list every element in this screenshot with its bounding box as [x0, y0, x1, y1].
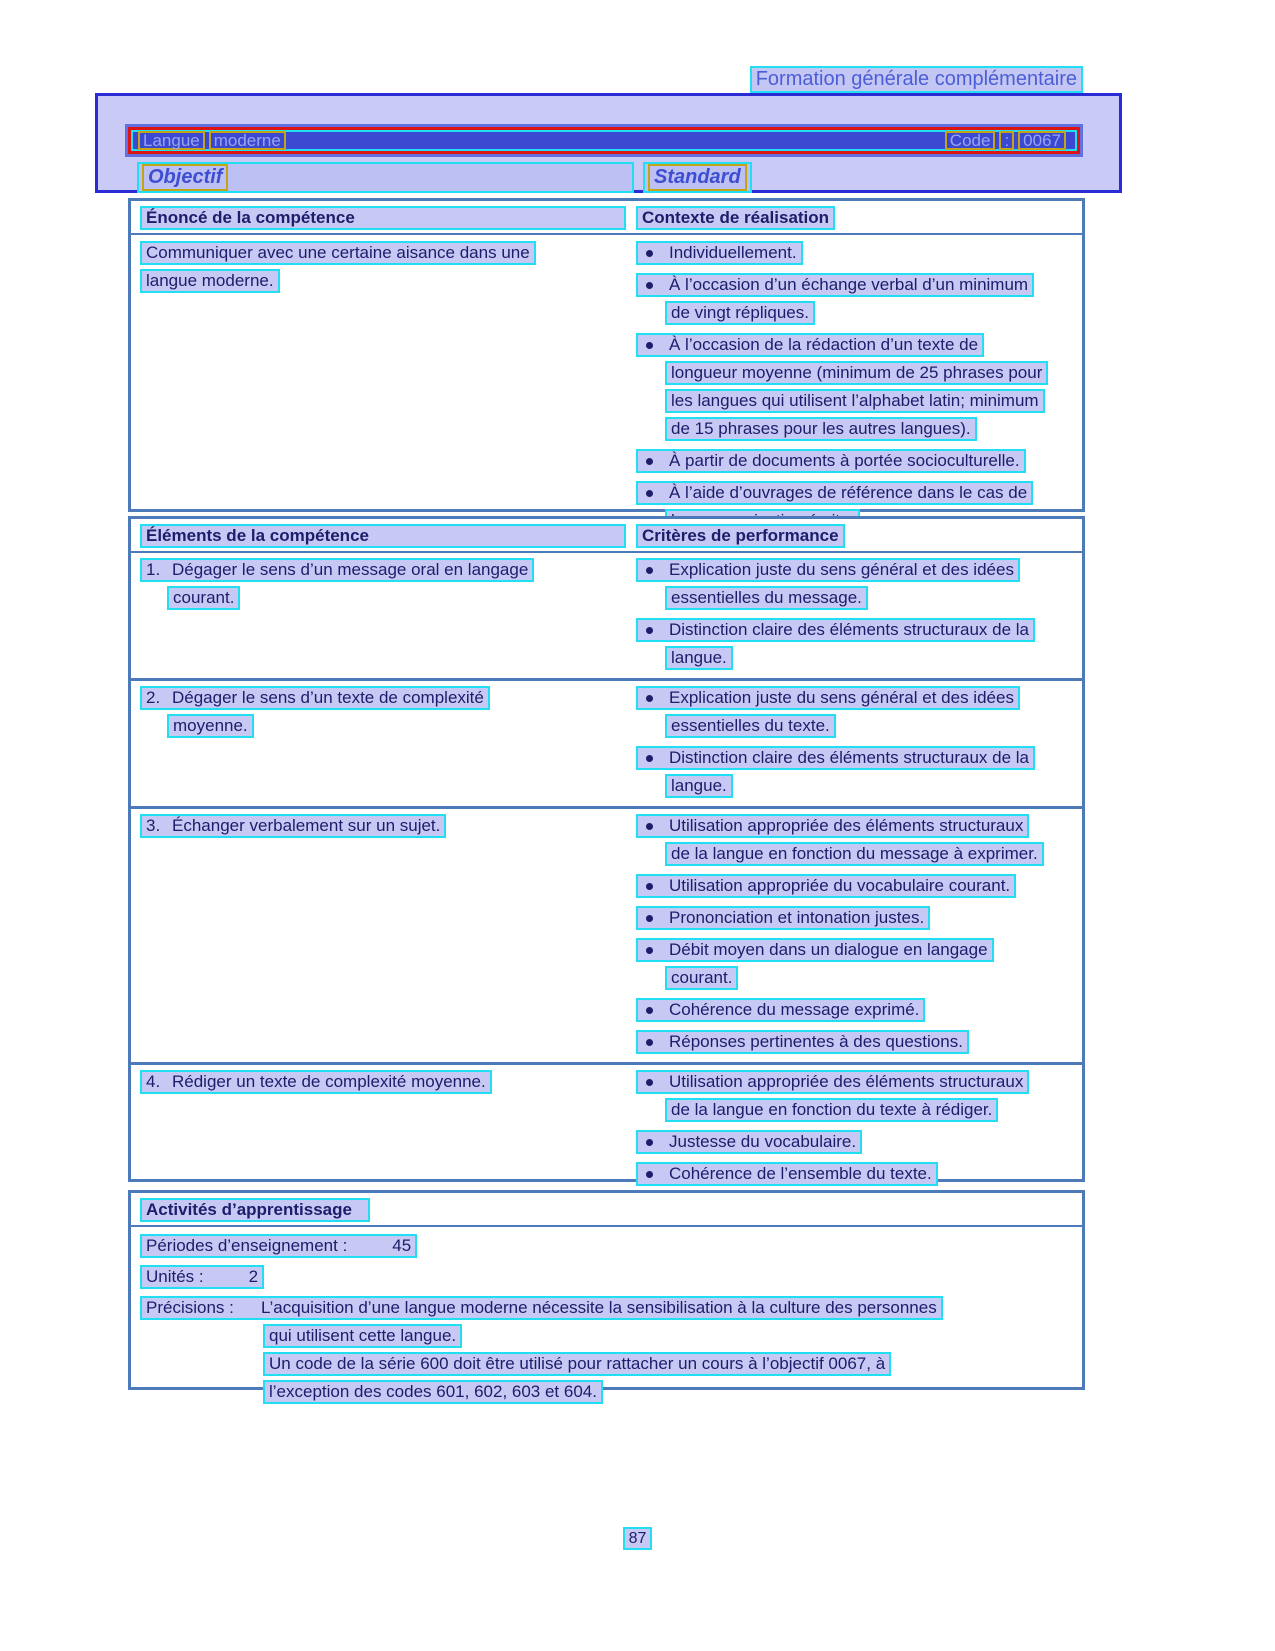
- bullet-text-line: [636, 906, 1082, 930]
- precisions-label: Précisions :: [146, 1298, 234, 1317]
- statement-line-box: Communiquer avec une certaine aisance dans une: [140, 241, 536, 265]
- bullet-group: [636, 814, 1082, 866]
- bullet-text: Individuellement.: [669, 243, 797, 262]
- bullet-line-box: [636, 481, 1033, 505]
- bullet-text-line: [636, 874, 1082, 898]
- precisions-line: [140, 1324, 1082, 1348]
- course-title-word: Langue: [138, 131, 205, 150]
- statement-line: [140, 269, 636, 293]
- item-text-line: [140, 714, 636, 738]
- bullet-line-box: [636, 241, 803, 265]
- bullet-text: Justesse du vocabulaire.: [669, 1132, 857, 1151]
- item-number: 1.: [146, 560, 161, 579]
- bullet-text-line: [636, 301, 1082, 325]
- bullet-group: [636, 241, 1082, 265]
- periodes-line-box: [140, 1234, 417, 1258]
- activites-body: [131, 1227, 1082, 1404]
- item-line-box: [140, 814, 446, 838]
- item-text-line: [140, 586, 636, 610]
- bullet-dot: [646, 282, 653, 289]
- item-continuation-box: moyenne.: [167, 714, 254, 738]
- bullet-text-line: [636, 389, 1082, 413]
- standard-label: Standard: [648, 164, 747, 191]
- unites-line-box: [140, 1265, 264, 1289]
- bullet-group: [636, 998, 1082, 1022]
- bullet-text-line: [636, 481, 1082, 505]
- bullet-continuation-box: de la langue en fonction du texte à rédiger.: [665, 1098, 998, 1122]
- bullet-line-box: [636, 814, 1029, 838]
- bullet-text-line: [636, 417, 1082, 441]
- periodes-value: 45: [392, 1236, 412, 1255]
- item-text-line: [140, 814, 636, 838]
- bullet-text: Débit moyen dans un dialogue en langage: [669, 940, 988, 959]
- bullet-dot: [646, 1007, 653, 1014]
- bullet-group: [636, 618, 1082, 670]
- unites-field: [140, 1265, 1082, 1289]
- bullet-dot: [646, 883, 653, 890]
- bullet-group: [636, 746, 1082, 798]
- criteres-cell: [636, 686, 1082, 806]
- bullet-text-line: [636, 361, 1082, 385]
- bullet-continuation-box: langue.: [665, 774, 733, 798]
- bullet-line-box: [636, 1162, 938, 1186]
- context-bullet-list: [636, 241, 1082, 541]
- course-title-word: moderne: [209, 131, 286, 150]
- bullet-line-box: [636, 746, 1035, 770]
- objectif-strip: [137, 162, 634, 193]
- bullet-continuation-box: langue.: [665, 646, 733, 670]
- item-text: Dégager le sens d’un message oral en langage: [172, 560, 529, 579]
- bullet-text-line: [636, 814, 1082, 838]
- bullet-text-line: [636, 686, 1082, 710]
- statement-line: [140, 241, 636, 265]
- bullet-text-line: [636, 333, 1082, 357]
- bullet-continuation-box: courant.: [665, 966, 738, 990]
- activites-table: [128, 1190, 1085, 1401]
- bullet-text-line: [636, 646, 1082, 670]
- course-banner-line-box: [131, 130, 1077, 151]
- bullet-text: Prononciation et intonation justes.: [669, 908, 925, 927]
- periodes-label: Périodes d’enseignement :: [146, 1236, 348, 1255]
- bullet-dot: [646, 947, 653, 954]
- table2-right-header-cell: [636, 524, 1082, 548]
- objectif-label: Objectif: [142, 164, 228, 191]
- element-item: [140, 686, 636, 738]
- bullet-group: [636, 1162, 1082, 1186]
- course-code-word: Code: [945, 131, 996, 150]
- elements-criteres-table: [128, 516, 1085, 1182]
- bullet-line-box: [636, 618, 1035, 642]
- table2-rows: [131, 553, 1082, 1254]
- bullet-text-line: [636, 1030, 1082, 1054]
- item-line-box: [140, 686, 490, 710]
- item-text: Dégager le sens d’un texte de complexité: [172, 688, 484, 707]
- bullet-continuation-box: essentielles du texte.: [665, 714, 836, 738]
- element-cell: [140, 558, 636, 678]
- bullet-text: Utilisation appropriée du vocabulaire courant.: [669, 876, 1011, 895]
- precisions-line-box: [140, 1296, 943, 1320]
- table2-left-header-cell: [140, 524, 636, 548]
- bullet-group: [636, 938, 1082, 990]
- bullet-text-line: [636, 746, 1082, 770]
- objective-panel: [95, 93, 1122, 193]
- bullet-text-line: [636, 1162, 1082, 1186]
- element-item: [140, 1070, 636, 1094]
- bullet-text: À l’occasion de la rédaction d’un texte de: [669, 335, 979, 354]
- precisions-continuation: l’exception des codes 601, 602, 603 et 604.: [263, 1380, 603, 1404]
- competence-row: [131, 809, 1082, 1065]
- criteres-cell: [636, 558, 1082, 678]
- bullet-group: [636, 874, 1082, 898]
- bullet-text-line: [636, 842, 1082, 866]
- page-number-text: 87: [623, 1527, 653, 1550]
- bullet-text-line: [636, 714, 1082, 738]
- element-cell: [140, 686, 636, 806]
- course-banner: [128, 127, 1080, 154]
- item-number: 4.: [146, 1072, 161, 1091]
- table1-left-header-cell: [140, 206, 636, 230]
- bullet-dot: [646, 342, 653, 349]
- precisions-text: L’acquisition d’une langue moderne nécessite la sensibilisation à la culture des personnes: [261, 1298, 937, 1317]
- bullet-dot: [646, 250, 653, 257]
- bullet-text-line: [636, 966, 1082, 990]
- bullet-dot: [646, 1039, 653, 1046]
- precisions-line: [140, 1380, 1082, 1404]
- item-text: Échanger verbalement sur un sujet.: [172, 816, 441, 835]
- competence-context-table: [128, 198, 1085, 512]
- element-item: [140, 558, 636, 610]
- item-text-line: [140, 558, 636, 582]
- precisions-line: [140, 1352, 1082, 1376]
- bullet-continuation-box: de 15 phrases pour les autres langues).: [665, 417, 977, 441]
- bullet-text-line: [636, 273, 1082, 297]
- precisions-field: [140, 1296, 1082, 1404]
- course-code-word: :: [999, 131, 1014, 150]
- precisions-continuation: qui utilisent cette langue.: [263, 1324, 462, 1348]
- bullet-line-box: [636, 998, 925, 1022]
- precisions-line: [140, 1296, 1082, 1320]
- bullet-text: Cohérence de l’ensemble du texte.: [669, 1164, 932, 1183]
- bullet-line-box: [636, 333, 984, 357]
- competence-row: [131, 681, 1082, 809]
- bullet-text: Utilisation appropriée des éléments structuraux: [669, 816, 1024, 835]
- bullet-text-line: [636, 618, 1082, 642]
- bullet-line-box: [636, 874, 1016, 898]
- item-text-line: [140, 1070, 636, 1094]
- bullet-text: Distinction claire des éléments structuraux de la: [669, 620, 1029, 639]
- bullet-continuation-box: de vingt répliques.: [665, 301, 815, 325]
- precisions-continuation: Un code de la série 600 doit être utilisé pour rattacher un cours à l’objectif 0067, à: [263, 1352, 891, 1376]
- bullet-group: [636, 1130, 1082, 1154]
- bullet-dot: [646, 1079, 653, 1086]
- bullet-dot: [646, 1139, 653, 1146]
- bullet-continuation-box: de la langue en fonction du message à exprimer.: [665, 842, 1044, 866]
- bullet-text: Cohérence du message exprimé.: [669, 1000, 920, 1019]
- table1-header-row: [131, 201, 1082, 235]
- bullet-text-line: [636, 586, 1082, 610]
- bullet-dot: [646, 458, 653, 465]
- course-code-word: 0067: [1018, 131, 1066, 150]
- bullet-line-box: [636, 1030, 969, 1054]
- criteres-header: Critères de performance: [636, 524, 845, 548]
- item-text-line: [140, 686, 636, 710]
- table2-header-row: [131, 519, 1082, 553]
- table1-body-row: [131, 235, 1082, 541]
- page-number: [0, 1527, 1275, 1550]
- running-title-text: Formation générale complémentaire: [750, 66, 1083, 93]
- objective-standard-row: [137, 162, 752, 193]
- table1-right-header-cell: [636, 206, 1082, 230]
- item-line-box: [140, 558, 534, 582]
- bullet-line-box: [636, 906, 930, 930]
- bullet-dot: [646, 695, 653, 702]
- bullet-group: [636, 558, 1082, 610]
- bullet-text: Explication juste du sens général et des idées: [669, 688, 1014, 707]
- bullet-dot: [646, 823, 653, 830]
- running-title: [750, 66, 1083, 93]
- bullet-dot: [646, 915, 653, 922]
- bullet-group: [636, 906, 1082, 930]
- bullet-dot: [646, 567, 653, 574]
- bullet-text-line: [636, 1130, 1082, 1154]
- bullet-line-box: [636, 686, 1020, 710]
- bullet-text-line: [636, 774, 1082, 798]
- unites-value: 2: [248, 1267, 259, 1286]
- bullet-text-line: [636, 1070, 1082, 1094]
- item-number: 3.: [146, 816, 161, 835]
- bullet-dot: [646, 1171, 653, 1178]
- unites-label: Unités :: [146, 1267, 204, 1286]
- periodes-field: [140, 1234, 1082, 1258]
- bullet-group: [636, 1030, 1082, 1054]
- activites-header-row: [131, 1193, 1082, 1227]
- elements-header: Éléments de la compétence: [140, 524, 626, 548]
- bullet-text: Distinction claire des éléments structuraux de la: [669, 748, 1029, 767]
- bullet-line-box: [636, 938, 994, 962]
- item-text: Rédiger un texte de complexité moyenne.: [172, 1072, 486, 1091]
- bullet-group: [636, 449, 1082, 473]
- item-number: 2.: [146, 688, 161, 707]
- bullet-group: [636, 1070, 1082, 1122]
- standard-strip: [643, 162, 752, 193]
- bullet-line-box: [636, 273, 1034, 297]
- bullet-text: Utilisation appropriée des éléments structuraux: [669, 1072, 1024, 1091]
- enonce-header: Énoncé de la compétence: [140, 206, 626, 230]
- bullet-text: À l’aide d’ouvrages de référence dans le cas de: [669, 483, 1028, 502]
- bullet-continuation-box: longueur moyenne (minimum de 25 phrases pour: [665, 361, 1048, 385]
- bullet-group: [636, 686, 1082, 738]
- bullet-text: Réponses pertinentes à des questions.: [669, 1032, 963, 1051]
- bullet-line-box: [636, 1130, 862, 1154]
- bullet-text-line: [636, 558, 1082, 582]
- bullet-dot: [646, 490, 653, 497]
- bullet-line-box: [636, 1070, 1029, 1094]
- criteres-cell: [636, 814, 1082, 1062]
- bullet-continuation-box: les langues qui utilisent l’alphabet latin; minimum: [665, 389, 1045, 413]
- bullet-dot: [646, 627, 653, 634]
- activites-header: Activités d’apprentissage: [140, 1198, 370, 1222]
- competence-row: [131, 553, 1082, 681]
- bullet-dot: [646, 755, 653, 762]
- bullet-group: [636, 333, 1082, 441]
- bullet-line-box: [636, 558, 1020, 582]
- bullet-text: Explication juste du sens général et des idées: [669, 560, 1014, 579]
- bullet-text-line: [636, 1098, 1082, 1122]
- bullet-text-line: [636, 998, 1082, 1022]
- element-cell: [140, 814, 636, 1062]
- contexte-header: Contexte de réalisation: [636, 206, 835, 230]
- item-continuation-box: courant.: [167, 586, 240, 610]
- bullet-text-line: [636, 449, 1082, 473]
- bullet-text-line: [636, 241, 1082, 265]
- competence-statement: [140, 241, 636, 541]
- bullet-continuation-box: essentielles du message.: [665, 586, 868, 610]
- bullet-text: À l’occasion d’un échange verbal d’un minimum: [669, 275, 1029, 294]
- course-code: [945, 131, 1070, 150]
- bullet-group: [636, 273, 1082, 325]
- bullet-line-box: [636, 449, 1026, 473]
- statement-line-box: langue moderne.: [140, 269, 280, 293]
- bullet-text-line: [636, 938, 1082, 962]
- item-line-box: [140, 1070, 492, 1094]
- element-item: [140, 814, 636, 838]
- bullet-text: À partir de documents à portée socioculturelle.: [669, 451, 1020, 470]
